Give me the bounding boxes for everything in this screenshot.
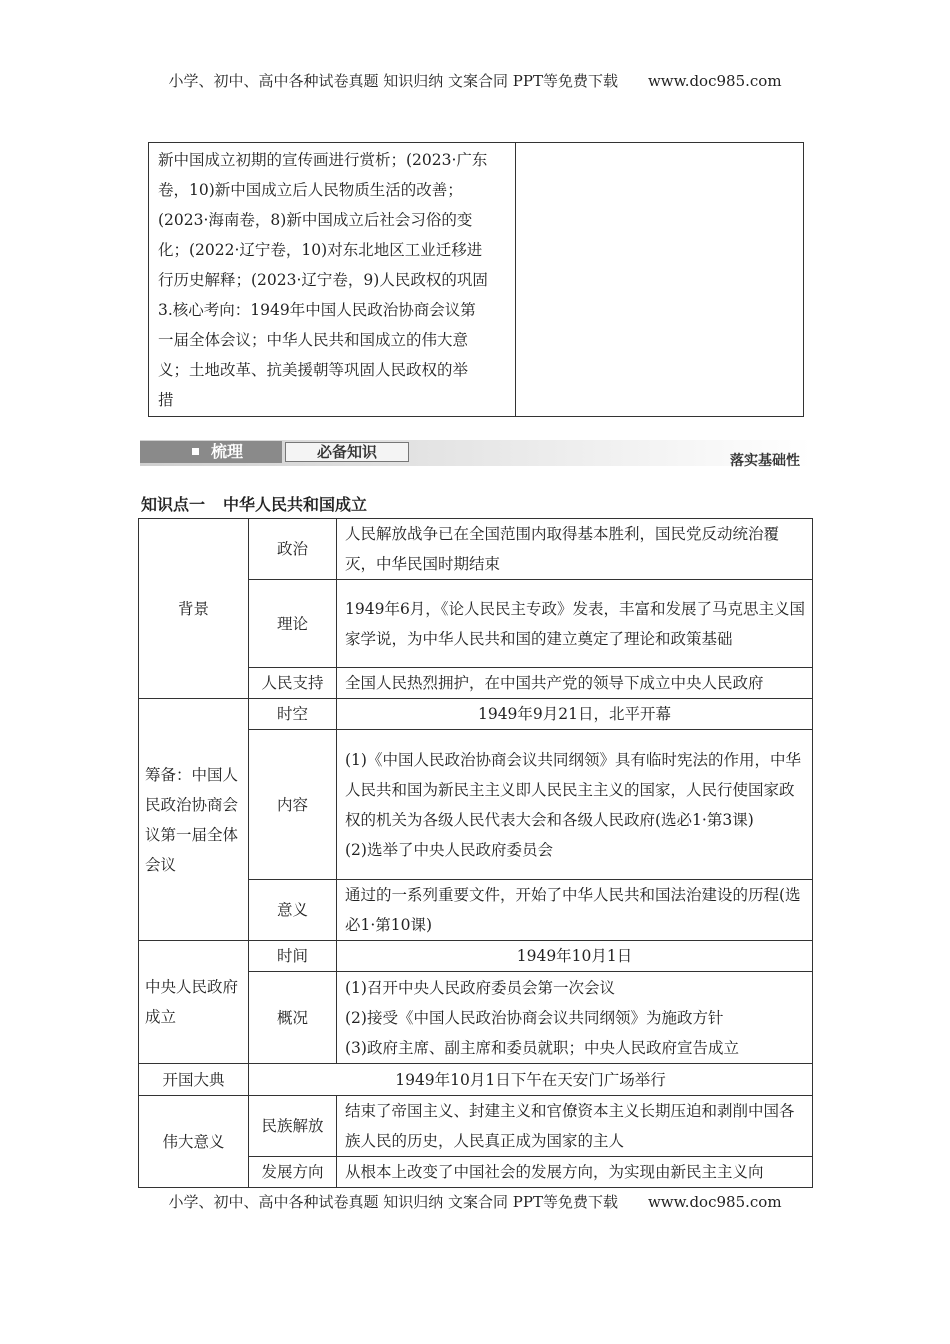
row-label-background: 背景: [139, 519, 249, 699]
top-line: 3.核心考向：1949年中国人民政治协商会议第: [158, 301, 476, 319]
label-liberation: 民族解放: [249, 1096, 337, 1157]
text-theory: 1949年6月，《论人民民主专政》发表，丰富和发展了马克思主义国家学说，为中华人民共和国的建立奠定了理论和政策基础: [337, 580, 813, 668]
label-prep-significance: 意义: [249, 880, 337, 941]
content-item-1: (1)《中国人民政治协商会议共同纲领》具有临时宪法的作用，中华人民共和国为新民主主义即人民民主主义的国家，人民行使国家政权的机关为各级人民代表大会和各级人民政府(选必1·第3课): [345, 750, 801, 829]
row-label-ceremony: 开国大典: [139, 1064, 249, 1096]
kp-title: 中华人民共和国成立: [223, 495, 368, 514]
top-table-left-cell: [149, 143, 516, 417]
row-label-central-gov: 中央人民政府成立: [139, 941, 249, 1064]
overview-item: (1)召开中央人民政府委员会第一次会议: [345, 978, 615, 997]
label-theory: 理论: [249, 580, 337, 668]
overview-item: (2)接受《中国人民政治协商会议共同纲领》为施政方针: [345, 1008, 724, 1027]
page-footer: [0, 1191, 950, 1212]
label-prep-time: 时空: [249, 699, 337, 730]
text-prep-time: 1949年9月21日，北平开幕: [337, 699, 813, 730]
text-gov-time: 1949年10月1日: [337, 941, 813, 972]
section-banner: [140, 440, 812, 469]
text-politics: 人民解放战争已在全国范围内取得基本胜利，国民党反动统治覆灭，中华民国时期结束: [337, 519, 813, 580]
header-site: www.doc985.com: [647, 72, 782, 90]
text-direction: 从根本上改变了中国社会的发展方向，为实现由新民主主义向: [337, 1157, 813, 1188]
header-text: 小学、初中、高中各种试卷真题 知识归纳 文案合同 PPT等免费下载: [168, 72, 618, 90]
top-line: 新中国成立初期的宣传画进行赏析；(2023·广东: [158, 151, 488, 169]
top-continuation-table: [148, 142, 804, 417]
page-header: [0, 70, 950, 91]
top-line: 一届全体会议；中华人民共和国成立的伟大意: [158, 331, 469, 349]
top-line: 义；土地改革、抗美援朝等巩固人民政权的举: [158, 361, 469, 379]
label-direction: 发展方向: [249, 1157, 337, 1188]
banner-tab-secondary: 必备知识: [285, 442, 409, 462]
top-line: 措: [158, 391, 174, 409]
knowledge-point-title: [141, 492, 367, 515]
banner-right-label: 落实基础性: [730, 453, 800, 469]
row-label-preparation: 筹备：中国人民政治协商会议第一届全体会议: [139, 699, 249, 941]
footer-site: www.doc985.com: [647, 1193, 782, 1211]
top-line: 行历史解释；(2023·辽宁卷，9)人民政权的巩固: [158, 271, 488, 289]
top-line: 化；(2022·辽宁卷，10)对东北地区工业迁移进: [158, 241, 483, 259]
row-label-meaning: 伟大意义: [139, 1096, 249, 1188]
top-table-right-cell: [516, 143, 804, 417]
label-prep-content: 内容: [249, 730, 337, 880]
label-politics: 政治: [249, 519, 337, 580]
label-gov-time: 时间: [249, 941, 337, 972]
text-support: 全国人民热烈拥护，在中国共产党的领导下成立中央人民政府: [337, 668, 813, 699]
top-line: (2023·海南卷，8)新中国成立后社会习俗的变: [158, 211, 473, 229]
label-support: 人民支持: [249, 668, 337, 699]
square-bullet-icon: [192, 448, 199, 455]
footer-text: 小学、初中、高中各种试卷真题 知识归纳 文案合同 PPT等免费下载: [168, 1193, 618, 1211]
kp-label: 知识点一: [141, 495, 206, 514]
banner-tab-primary: 梳理: [140, 441, 282, 463]
overview-item: (3)政府主席、副主席和委员就职；中央人民政府宣告成立: [345, 1038, 739, 1057]
text-prep-significance: 通过的一系列重要文件，开始了中华人民共和国法治建设的历程(选必1·第10课): [337, 880, 813, 941]
top-line: 卷，10)新中国成立后人民物质生活的改善；: [158, 181, 463, 199]
content-item-2: (2)选举了中央人民政府委员会: [345, 840, 553, 859]
text-liberation: 结束了帝国主义、封建主义和官僚资本主义长期压迫和剥削中国各族人民的历史，人民真正成为国家的主人: [337, 1096, 813, 1157]
text-prep-content: [337, 730, 813, 880]
text-gov-overview: [337, 972, 813, 1064]
text-ceremony: 1949年10月1日下午在天安门广场举行: [249, 1064, 813, 1096]
label-gov-overview: 概况: [249, 972, 337, 1064]
knowledge-table: [138, 518, 813, 1188]
